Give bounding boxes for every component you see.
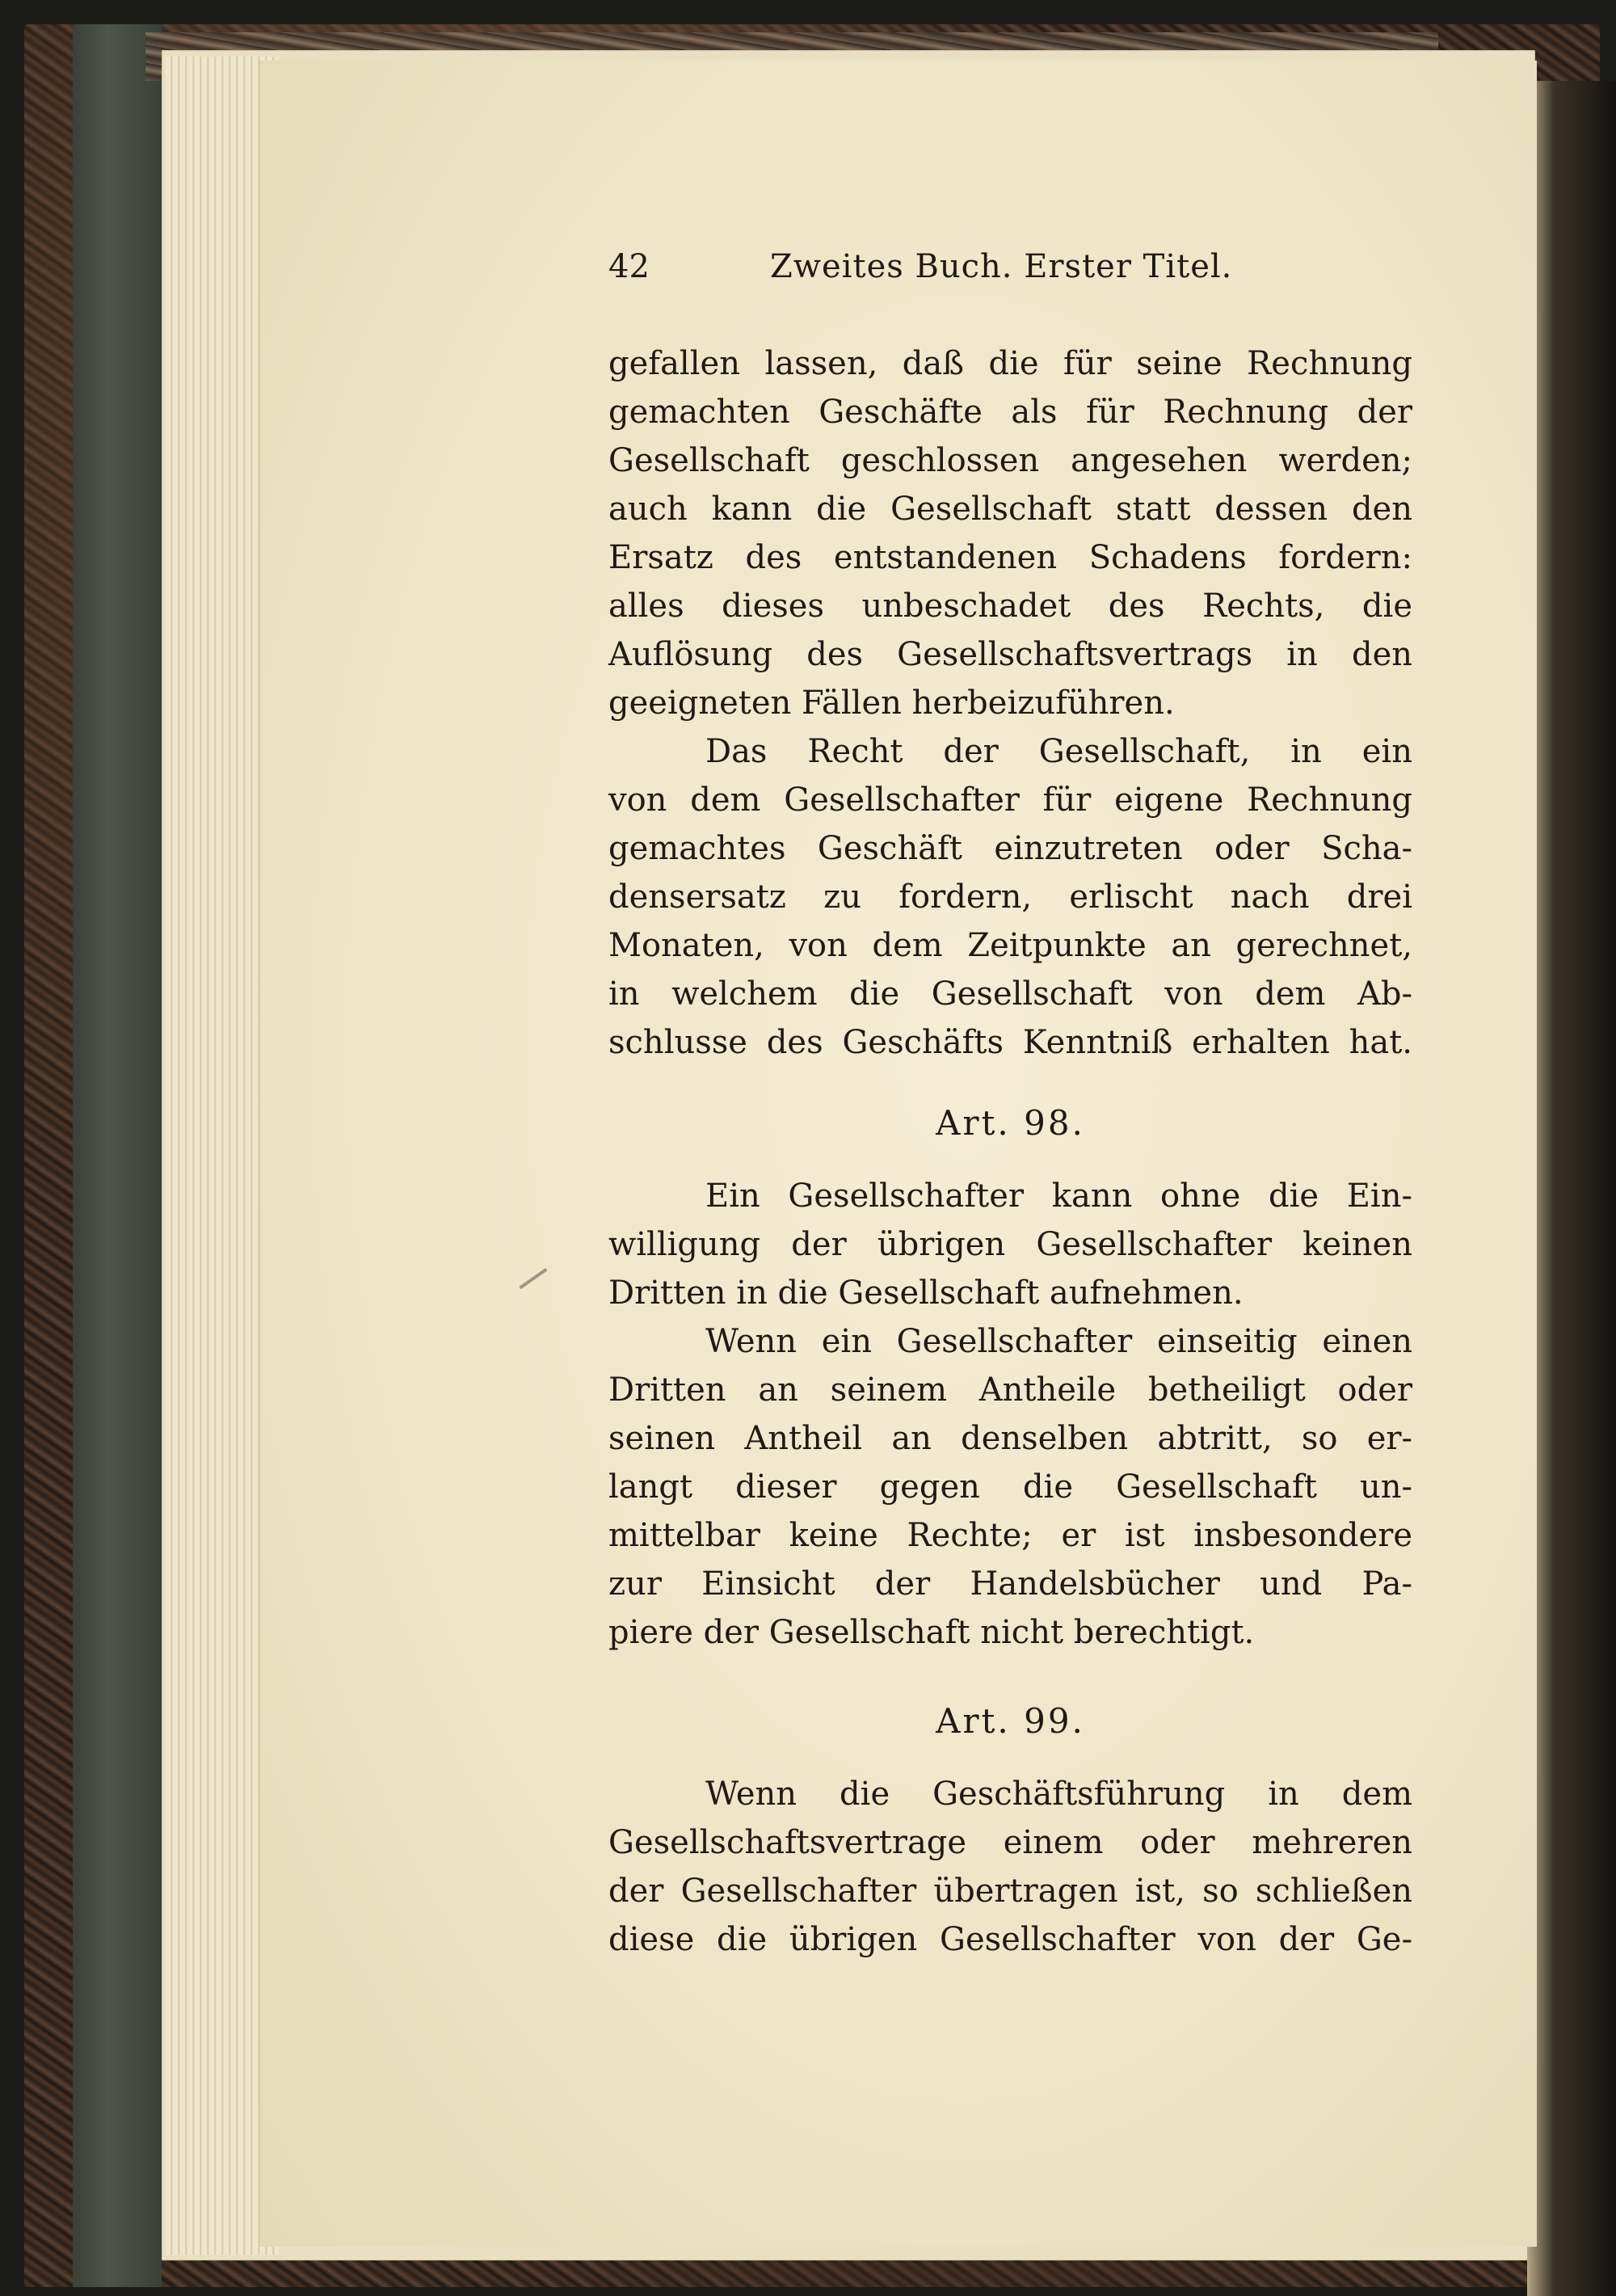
cloth-spine <box>73 24 162 2287</box>
running-title: Zweites Buch. Erster Titel. <box>770 248 1233 285</box>
text-line: densersatz zu fordern, erlischt nach drei <box>608 878 1412 916</box>
text-line: gemachtes Geschäft einzutreten oder Scha- <box>608 830 1412 867</box>
text-line: Auflösung des Gesellschaftsvertrags in den <box>608 636 1412 673</box>
text-line: Wenn die Geschäftsführung in dem <box>705 1776 1412 1813</box>
text-line: zur Einsicht der Handelsbücher und Pa- <box>608 1565 1412 1603</box>
text-line: alles dieses unbeschadet des Rechts, die <box>608 588 1412 625</box>
text-line: Dritten in die Gesellschaft aufnehmen. <box>608 1274 1244 1312</box>
text-line: auch kann die Gesellschaft statt dessen den <box>608 491 1412 528</box>
article-heading-98: Art. 98. <box>936 1103 1085 1143</box>
text-line: gefallen lassen, daß die für seine Rechnung <box>608 345 1412 382</box>
text-line: Dritten an seinem Antheile betheiligt oder <box>608 1371 1412 1409</box>
text-line: geeigneten Fällen herbeizuführen. <box>608 685 1175 722</box>
text-line: Monaten, von dem Zeitpunkte an gerechnet, <box>608 927 1412 964</box>
text-line: Gesellschaft geschlossen angesehen werden; <box>608 442 1412 479</box>
text-line: diese die übrigen Gesellschafter von der Ge- <box>608 1921 1412 1958</box>
text-line: willigung der übrigen Gesellschafter keinen <box>608 1226 1412 1263</box>
page-header <box>608 242 1279 291</box>
text-line: schlusse des Geschäfts Kenntniß erhalten hat. <box>608 1024 1412 1061</box>
text-line: Ersatz des entstandenen Schadens fordern: <box>608 539 1412 576</box>
text-line: piere der Gesellschaft nicht berechtigt. <box>608 1614 1255 1651</box>
text-line: in welchem die Gesellschaft von dem Ab- <box>608 975 1412 1013</box>
text-line: mittelbar keine Rechte; er ist insbesondere <box>608 1517 1412 1554</box>
text-line: Gesellschaftsvertrage einem oder mehreren <box>608 1824 1412 1861</box>
text-line: Wenn ein Gesellschafter einseitig einen <box>705 1323 1412 1360</box>
text-line: seinen Antheil an denselben abtritt, so er- <box>608 1420 1412 1457</box>
gutter-shadow <box>1527 81 1616 2296</box>
text-line: von dem Gesellschafter für eigene Rechnung <box>608 781 1412 819</box>
text-line: langt dieser gegen die Gesellschaft un- <box>608 1468 1412 1506</box>
text-line: der Gesellschafter übertragen ist, so schließen <box>608 1873 1412 1910</box>
article-heading-99: Art. 99. <box>936 1701 1085 1741</box>
text-line: gemachten Geschäfte als für Rechnung der <box>608 394 1412 431</box>
text-line: Das Recht der Gesellschaft, in ein <box>705 733 1412 770</box>
page-number: 42 <box>608 248 650 285</box>
text-line: Ein Gesellschafter kann ohne die Ein- <box>705 1177 1412 1215</box>
